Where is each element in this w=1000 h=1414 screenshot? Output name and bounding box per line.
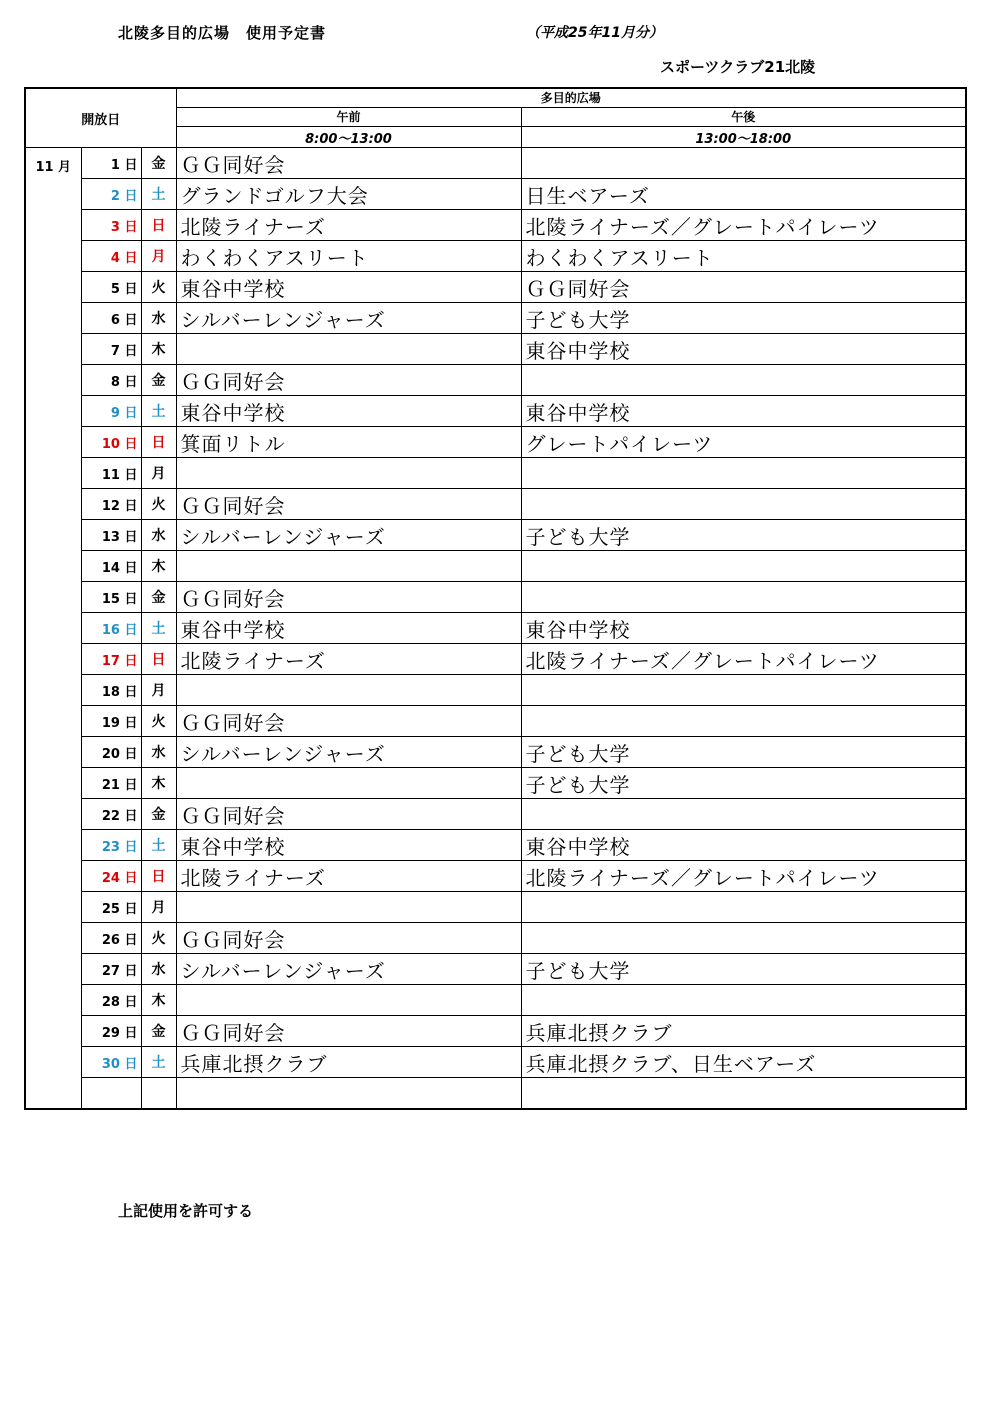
- am-booking-cell: 箕面リトル: [176, 427, 521, 458]
- day-cell: 7 日: [81, 334, 141, 365]
- table-row: [25, 644, 966, 675]
- weekday-cell: 日: [141, 644, 176, 675]
- pm-booking-cell: [521, 985, 966, 1016]
- pm-booking-cell: 北陵ライナーズ／グレートパイレーツ: [521, 210, 966, 241]
- weekday-cell: 金: [141, 582, 176, 613]
- weekday-cell: 日: [141, 210, 176, 241]
- am-booking-cell: 北陵ライナーズ: [176, 644, 521, 675]
- am-booking-cell: ＧＧ同好会: [176, 923, 521, 954]
- am-booking-cell: [176, 334, 521, 365]
- am-booking-cell: 東谷中学校: [176, 396, 521, 427]
- pm-booking-cell: 東谷中学校: [521, 613, 966, 644]
- approval-note: 上記使用を許可する: [118, 1202, 254, 1220]
- am-booking-cell: シルバーレンジャーズ: [176, 737, 521, 768]
- day-cell: 5 日: [81, 272, 141, 303]
- am-booking-cell: ＧＧ同好会: [176, 706, 521, 737]
- weekday-cell: 土: [141, 179, 176, 210]
- weekday-cell: 木: [141, 551, 176, 582]
- day-cell: 25 日: [81, 892, 141, 923]
- pm-booking-cell: [521, 706, 966, 737]
- day-cell: 21 日: [81, 768, 141, 799]
- am-booking-cell: シルバーレンジャーズ: [176, 520, 521, 551]
- table-row: [25, 179, 966, 210]
- table-row: [25, 613, 966, 644]
- table-row: [25, 551, 966, 582]
- table-row: [25, 799, 966, 830]
- day-cell: 30 日: [81, 1047, 141, 1078]
- table-row: [25, 365, 966, 396]
- pm-booking-cell: 子ども大学: [521, 737, 966, 768]
- pm-booking-cell: [521, 892, 966, 923]
- table-row: [25, 768, 966, 799]
- weekday-cell: 火: [141, 489, 176, 520]
- weekday-cell: 木: [141, 985, 176, 1016]
- am-booking-cell: ＧＧ同好会: [176, 582, 521, 613]
- pm-booking-cell: [521, 675, 966, 706]
- day-cell: 1 日: [81, 148, 141, 179]
- weekday-cell: 水: [141, 520, 176, 551]
- pm-booking-cell: 日生ベアーズ: [521, 179, 966, 210]
- day-cell: 14 日: [81, 551, 141, 582]
- weekday-cell: 金: [141, 365, 176, 396]
- pm-booking-cell: 子ども大学: [521, 520, 966, 551]
- day-cell: 4 日: [81, 241, 141, 272]
- weekday-cell: 土: [141, 613, 176, 644]
- pm-booking-cell: わくわくアスリート: [521, 241, 966, 272]
- table-row: [25, 272, 966, 303]
- table-row: [25, 954, 966, 985]
- table-row: [25, 1047, 966, 1078]
- am-booking-cell: シルバーレンジャーズ: [176, 303, 521, 334]
- table-row: [25, 303, 966, 334]
- day-cell: 9 日: [81, 396, 141, 427]
- day-cell: 15 日: [81, 582, 141, 613]
- pm-booking-cell: グレートパイレーツ: [521, 427, 966, 458]
- table-row: [25, 427, 966, 458]
- pm-booking-cell: [521, 1078, 966, 1110]
- day-cell: 17 日: [81, 644, 141, 675]
- pm-booking-cell: 兵庫北摂クラブ、日生ベアーズ: [521, 1047, 966, 1078]
- pm-booking-cell: 東谷中学校: [521, 334, 966, 365]
- day-cell: 26 日: [81, 923, 141, 954]
- day-cell: 2 日: [81, 179, 141, 210]
- weekday-cell: 月: [141, 241, 176, 272]
- am-booking-cell: 兵庫北摂クラブ: [176, 1047, 521, 1078]
- pm-booking-cell: ＧＧ同好会: [521, 272, 966, 303]
- weekday-cell: 木: [141, 768, 176, 799]
- am-booking-cell: ＧＧ同好会: [176, 799, 521, 830]
- am-booking-cell: シルバーレンジャーズ: [176, 954, 521, 985]
- pm-booking-cell: [521, 489, 966, 520]
- am-booking-cell: ＧＧ同好会: [176, 148, 521, 179]
- day-cell: 3 日: [81, 210, 141, 241]
- day-cell: [81, 1078, 141, 1110]
- pm-booking-cell: 子ども大学: [521, 954, 966, 985]
- pm-booking-cell: [521, 923, 966, 954]
- day-cell: 18 日: [81, 675, 141, 706]
- weekday-cell: 日: [141, 427, 176, 458]
- header-pm: 午後: [521, 108, 966, 127]
- day-cell: 22 日: [81, 799, 141, 830]
- table-row: [25, 210, 966, 241]
- am-booking-cell: わくわくアスリート: [176, 241, 521, 272]
- pm-booking-cell: 北陵ライナーズ／グレートパイレーツ: [521, 644, 966, 675]
- weekday-cell: 月: [141, 892, 176, 923]
- table-row: [25, 148, 966, 179]
- table-row: [25, 706, 966, 737]
- pm-booking-cell: [521, 148, 966, 179]
- day-cell: 13 日: [81, 520, 141, 551]
- am-booking-cell: ＧＧ同好会: [176, 365, 521, 396]
- table-row: [25, 675, 966, 706]
- am-booking-cell: [176, 768, 521, 799]
- am-booking-cell: [176, 675, 521, 706]
- pm-booking-cell: [521, 458, 966, 489]
- period-label: （平成25年11月分）: [526, 25, 663, 41]
- header-venue: 多目的広場: [176, 88, 966, 108]
- weekday-cell: 金: [141, 148, 176, 179]
- am-booking-cell: 東谷中学校: [176, 830, 521, 861]
- weekday-cell: 火: [141, 272, 176, 303]
- weekday-cell: 火: [141, 706, 176, 737]
- pm-booking-cell: 北陵ライナーズ／グレートパイレーツ: [521, 861, 966, 892]
- pm-booking-cell: 子ども大学: [521, 768, 966, 799]
- weekday-cell: [141, 1078, 176, 1110]
- am-booking-cell: [176, 458, 521, 489]
- header-kaiho-bi: 開放日: [25, 88, 176, 148]
- weekday-cell: 月: [141, 458, 176, 489]
- weekday-cell: 土: [141, 1047, 176, 1078]
- weekday-cell: 金: [141, 1016, 176, 1047]
- weekday-cell: 金: [141, 799, 176, 830]
- day-cell: 10 日: [81, 427, 141, 458]
- table-row: [25, 458, 966, 489]
- pm-booking-cell: [521, 582, 966, 613]
- organization-name: スポーツクラブ21北陵: [660, 58, 816, 76]
- weekday-cell: 土: [141, 396, 176, 427]
- weekday-cell: 日: [141, 861, 176, 892]
- day-cell: 8 日: [81, 365, 141, 396]
- day-cell: 19 日: [81, 706, 141, 737]
- month-label: 11 月: [25, 148, 81, 1110]
- am-booking-cell: [176, 892, 521, 923]
- pm-booking-cell: 兵庫北摂クラブ: [521, 1016, 966, 1047]
- table-row: [25, 1078, 966, 1110]
- header-pm-time: 13:00～18:00: [521, 127, 966, 148]
- table-row: [25, 489, 966, 520]
- day-cell: 16 日: [81, 613, 141, 644]
- am-booking-cell: 東谷中学校: [176, 613, 521, 644]
- day-cell: 6 日: [81, 303, 141, 334]
- day-cell: 27 日: [81, 954, 141, 985]
- pm-booking-cell: [521, 365, 966, 396]
- weekday-cell: 水: [141, 303, 176, 334]
- schedule-table: [24, 87, 967, 1110]
- table-row: [25, 985, 966, 1016]
- table-row: [25, 582, 966, 613]
- header-am: 午前: [176, 108, 521, 127]
- table-row: [25, 861, 966, 892]
- am-booking-cell: ＧＧ同好会: [176, 489, 521, 520]
- pm-booking-cell: [521, 799, 966, 830]
- table-row: [25, 737, 966, 768]
- table-row: [25, 334, 966, 365]
- weekday-cell: 火: [141, 923, 176, 954]
- table-row: [25, 1016, 966, 1047]
- table-row: [25, 520, 966, 551]
- table-row: [25, 396, 966, 427]
- table-row: [25, 923, 966, 954]
- weekday-cell: 水: [141, 954, 176, 985]
- table-row: [25, 892, 966, 923]
- weekday-cell: 月: [141, 675, 176, 706]
- day-cell: 12 日: [81, 489, 141, 520]
- header-am-time: 8:00～13:00: [176, 127, 521, 148]
- am-booking-cell: グランドゴルフ大会: [176, 179, 521, 210]
- day-cell: 23 日: [81, 830, 141, 861]
- day-cell: 28 日: [81, 985, 141, 1016]
- am-booking-cell: ＧＧ同好会: [176, 1016, 521, 1047]
- am-booking-cell: 北陵ライナーズ: [176, 861, 521, 892]
- day-cell: 20 日: [81, 737, 141, 768]
- am-booking-cell: 北陵ライナーズ: [176, 210, 521, 241]
- day-cell: 29 日: [81, 1016, 141, 1047]
- day-cell: 11 日: [81, 458, 141, 489]
- am-booking-cell: [176, 985, 521, 1016]
- pm-booking-cell: [521, 551, 966, 582]
- am-booking-cell: [176, 551, 521, 582]
- weekday-cell: 土: [141, 830, 176, 861]
- document-title: 北陵多目的広場 使用予定書: [118, 24, 327, 42]
- weekday-cell: 木: [141, 334, 176, 365]
- pm-booking-cell: 東谷中学校: [521, 830, 966, 861]
- pm-booking-cell: 子ども大学: [521, 303, 966, 334]
- table-row: [25, 830, 966, 861]
- weekday-cell: 水: [141, 737, 176, 768]
- table-row: [25, 241, 966, 272]
- day-cell: 24 日: [81, 861, 141, 892]
- am-booking-cell: 東谷中学校: [176, 272, 521, 303]
- pm-booking-cell: 東谷中学校: [521, 396, 966, 427]
- am-booking-cell: [176, 1078, 521, 1110]
